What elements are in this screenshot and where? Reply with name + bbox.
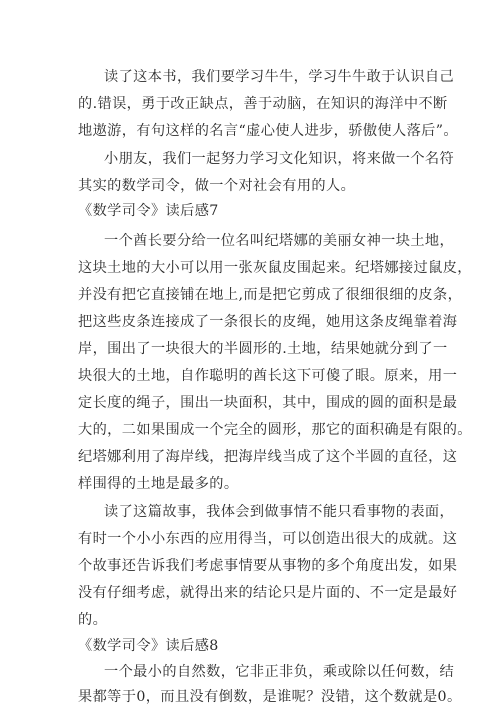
- paragraph-line: 把这些皮条连接成了一条很长的皮绳，她用这条皮绳靠着海: [78, 314, 458, 330]
- paragraph-line: 个故事还告诉我们考虑事情要从事物的多个角度出发，如果: [78, 558, 458, 574]
- paragraph-line: 地遨游，有句这样的名言“虚心使人进步，骄傲使人落后”。: [78, 123, 458, 139]
- paragraph-line: 块很大的土地，自作聪明的酋长这下可傻了眼。原来，用一: [78, 368, 458, 384]
- paragraph-line: 小朋友，我们一起努力学习文化知识，将来做一个名符: [104, 151, 455, 167]
- paragraph-line: 大的，二如果围成一个完全的圆形，那它的面积确是有限的。: [78, 422, 472, 438]
- paragraph-line: 的.错误，勇于改正缺点，善于动脑，在知识的海洋中不断: [78, 96, 448, 112]
- paragraph-line: 果都等于0，而且没有倒数，是谁呢？没错，这个数就是0。: [78, 689, 462, 705]
- section-heading: 《数学司令》读后感7: [78, 203, 219, 219]
- paragraph-line: 读了这篇故事，我体会到做事情不能只看事物的表面，: [104, 504, 455, 520]
- paragraph-line: 的。: [78, 612, 108, 628]
- paragraph-line: 没有仔细考虑，就得出来的结论只是片面的、不一定是最好: [78, 585, 458, 601]
- paragraph-line: 读了这本书，我们要学习牛牛，学习牛牛敢于认识自己: [104, 69, 455, 85]
- paragraph-line: 纪塔娜利用了海岸线，把海岸线当成了这个半圆的直径，这: [78, 449, 458, 465]
- paragraph-line: 样围得的土地是最多的。: [78, 476, 239, 492]
- paragraph-line: 岸，围出了一块很大的半圆形的.土地，结果她就分到了一: [78, 341, 448, 357]
- paragraph-line: 一个最小的自然数，它非正非负，乘或除以任何数，结: [104, 664, 455, 680]
- paragraph-line: 有时一个小小东西的应用得当，可以创造出很大的成就。这: [78, 531, 458, 547]
- paragraph-line: 其实的数学司令，做一个对社会有用的人。: [78, 178, 356, 194]
- paragraph-line: 并没有把它直接铺在地上,而是把它剪成了很细很细的皮条，: [78, 287, 463, 303]
- paragraph-line: 一个酋长要分给一位名叫纪塔娜的美丽女神一块土地，: [104, 233, 455, 249]
- paragraph-line: 定长度的绳子，围出一块面积，其中，围成的圆的面积是最: [78, 395, 458, 411]
- paragraph-line: 这块土地的大小可以用一张灰鼠皮围起来。纪塔娜接过鼠皮，: [78, 260, 472, 276]
- section-heading: 《数学司令》读后感8: [78, 638, 219, 654]
